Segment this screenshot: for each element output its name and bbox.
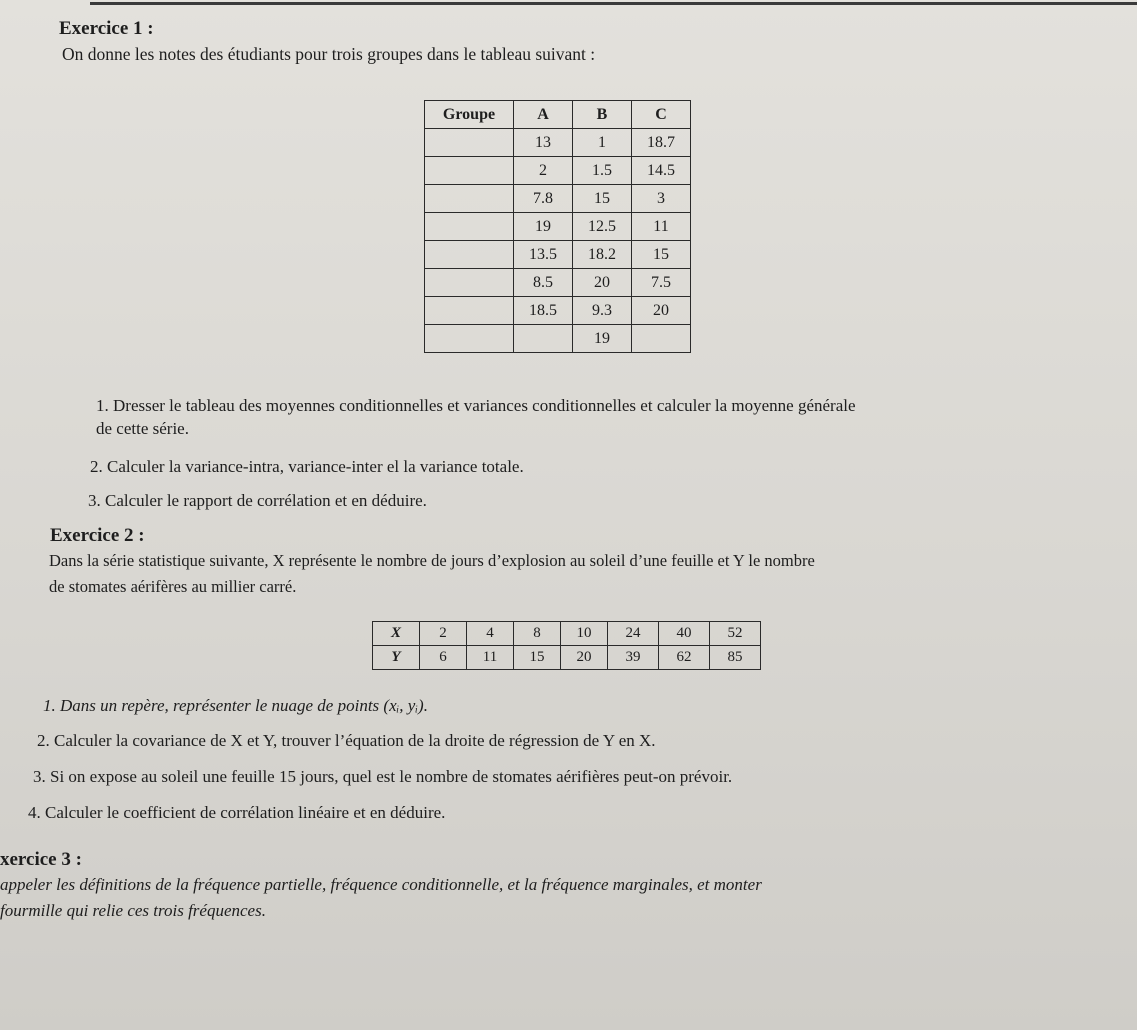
- table-cell: 19: [514, 213, 573, 241]
- y-value-cell: 39: [608, 646, 659, 670]
- table-cell: [425, 325, 514, 353]
- ex1-q1-line1: 1. Dresser le tableau des moyennes conditionnelles et variances conditionnelles et calculer la moyenne générale: [96, 396, 856, 415]
- table-cell: 3: [632, 185, 691, 213]
- table-cell: 14.5: [632, 157, 691, 185]
- table-row: [425, 241, 691, 269]
- x-value-cell: 4: [467, 622, 514, 646]
- table-cell: 7.8: [514, 185, 573, 213]
- x-row: [373, 622, 761, 646]
- table-cell: 15: [573, 185, 632, 213]
- y-value-cell: 62: [659, 646, 710, 670]
- table-row: [425, 157, 691, 185]
- ex1-table: [424, 100, 691, 353]
- header-b: B: [573, 101, 632, 129]
- table-row: [425, 213, 691, 241]
- x-value-cell: 24: [608, 622, 659, 646]
- x-value-cell: 52: [710, 622, 761, 646]
- ex1-q2: 2. Calculer la variance-intra, variance-inter el la variance totale.: [90, 457, 524, 476]
- table-row: [425, 297, 691, 325]
- table-cell: 20: [573, 269, 632, 297]
- header-a: A: [514, 101, 573, 129]
- header-groupe: Groupe: [425, 101, 514, 129]
- table-cell: [425, 241, 514, 269]
- header-c: C: [632, 101, 691, 129]
- table-row: [425, 185, 691, 213]
- table-cell: 20: [632, 297, 691, 325]
- table-cell: 9.3: [573, 297, 632, 325]
- table-cell: 2: [514, 157, 573, 185]
- table-cell: 13: [514, 129, 573, 157]
- ex3-line2: fourmille qui relie ces trois fréquences.: [0, 901, 266, 920]
- top-rule: [90, 2, 1137, 5]
- table-cell: 12.5: [573, 213, 632, 241]
- table-cell: [425, 297, 514, 325]
- x-value-cell: 2: [420, 622, 467, 646]
- table-cell: [632, 325, 691, 353]
- ex2-q1: 1. Dans un repère, représenter le nuage de points (xᵢ, yᵢ).: [43, 696, 428, 715]
- table-header-row: [425, 101, 691, 129]
- table-cell: 18.2: [573, 241, 632, 269]
- y-value-cell: 15: [514, 646, 561, 670]
- table-row: [425, 269, 691, 297]
- ex3-title: xercice 3 :: [0, 849, 82, 870]
- table-cell: 19: [573, 325, 632, 353]
- y-value-cell: 11: [467, 646, 514, 670]
- ex1-q1-line2: de cette série.: [96, 419, 189, 438]
- table-cell: 15: [632, 241, 691, 269]
- x-value-cell: 10: [561, 622, 608, 646]
- ex2-q3: 3. Si on expose au soleil une feuille 15 jours, quel est le nombre de stomates aérifières peut-on prévoir.: [33, 767, 733, 786]
- ex1-q3: 3. Calculer le rapport de corrélation et en déduire.: [88, 491, 427, 510]
- table-cell: 18.5: [514, 297, 573, 325]
- table-cell: 18.7: [632, 129, 691, 157]
- table-cell: 13.5: [514, 241, 573, 269]
- ex1-intro: On donne les notes des étudiants pour trois groupes dans le tableau suivant :: [62, 44, 596, 64]
- y-value-cell: 6: [420, 646, 467, 670]
- y-row: [373, 646, 761, 670]
- table-cell: [514, 325, 573, 353]
- ex2-table: [372, 621, 761, 670]
- table-row: [425, 325, 691, 353]
- y-value-cell: 20: [561, 646, 608, 670]
- table-cell: [425, 213, 514, 241]
- table-cell: 8.5: [514, 269, 573, 297]
- ex2-title: Exercice 2 :: [50, 525, 145, 546]
- ex2-q2: 2. Calculer la covariance de X et Y, trouver l’équation de la droite de régression de Y en X.: [37, 731, 656, 750]
- ex3-line1: appeler les définitions de la fréquence partielle, fréquence conditionnelle, et la fréquence marginales, et monter: [0, 875, 762, 894]
- table-cell: [425, 269, 514, 297]
- table-cell: 11: [632, 213, 691, 241]
- ex2-intro-line2: de stomates aérifères au millier carré.: [49, 577, 297, 596]
- x-label: X: [373, 622, 420, 646]
- y-value-cell: 85: [710, 646, 761, 670]
- table-row: [425, 129, 691, 157]
- x-value-cell: 40: [659, 622, 710, 646]
- table-cell: 1.5: [573, 157, 632, 185]
- y-label: Y: [373, 646, 420, 670]
- ex1-title: Exercice 1 :: [59, 18, 154, 39]
- table-cell: 7.5: [632, 269, 691, 297]
- x-value-cell: 8: [514, 622, 561, 646]
- table-cell: [425, 129, 514, 157]
- table-cell: [425, 157, 514, 185]
- ex2-intro-line1: Dans la série statistique suivante, X représente le nombre de jours d’explosion au soleil d’une feuille et Y le nombre: [49, 551, 815, 570]
- ex2-q4: 4. Calculer le coefficient de corrélation linéaire et en déduire.: [28, 803, 446, 822]
- table-cell: [425, 185, 514, 213]
- table-cell: 1: [573, 129, 632, 157]
